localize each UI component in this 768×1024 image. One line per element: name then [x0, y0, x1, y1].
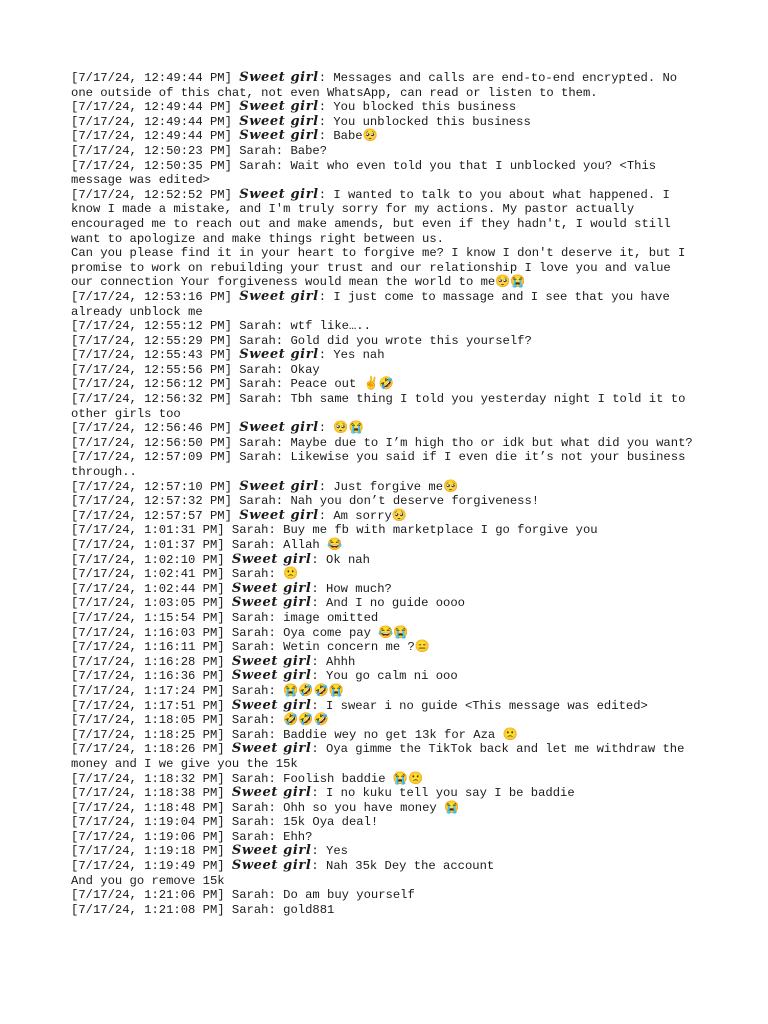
message-timestamp: [7/17/24, 1:21:06 PM] [71, 888, 232, 903]
message-sender: Sarah [239, 392, 276, 407]
sender-separator: : [268, 902, 284, 917]
message-sender: Sarah [239, 362, 276, 377]
chat-message [71, 772, 693, 787]
message-timestamp: [7/17/24, 12:56:32 PM] [71, 392, 240, 407]
message-sender: Sweet girl [239, 186, 319, 202]
sender-separator: : [268, 640, 284, 655]
message-text: Tbh same thing I told you yesterday night I told it to other girls too [71, 392, 693, 421]
message-sender: Sarah [231, 683, 269, 698]
message-sender: Sweet girl [239, 99, 319, 115]
chat-message [71, 742, 693, 771]
message-text: Messages and calls are end-to-end encrypted. No one outside of this chat, not even WhatsApp, can read or listen to them. [71, 71, 685, 100]
message-text: You go calm ni ooo [326, 669, 458, 684]
chat-message [71, 436, 693, 451]
message-timestamp: [7/17/24, 12:50:23 PM] [71, 143, 240, 158]
message-text: gold881 [283, 902, 335, 917]
message-sender: Sarah [239, 158, 276, 173]
sender-separator: : [311, 859, 327, 874]
chat-message [71, 713, 693, 728]
sender-separator: : [311, 742, 327, 757]
message-text: I swear i no guide <This message was edited> [326, 698, 648, 713]
message-text: How much? [326, 581, 392, 596]
chat-message [71, 363, 693, 378]
chat-message [71, 611, 693, 626]
sender-separator: : [311, 581, 327, 596]
message-text: Foolish baddie 😭🙁 [283, 771, 424, 786]
sender-separator: : [275, 377, 291, 392]
chat-message [71, 553, 693, 568]
message-text: Ok nah [326, 552, 370, 567]
message-timestamp: [7/17/24, 1:18:26 PM] [71, 742, 232, 757]
message-text: 🤣🤣🤣 [283, 713, 329, 728]
message-timestamp: [7/17/24, 1:17:24 PM] [71, 683, 232, 698]
sender-separator: : [268, 538, 284, 552]
message-sender: Sweet girl [239, 113, 319, 129]
chat-message [71, 159, 693, 188]
sender-separator: : [311, 552, 327, 567]
chat-message [71, 830, 693, 845]
chat-message [71, 596, 693, 611]
message-sender: Sweet girl [231, 697, 312, 713]
message-timestamp: [7/17/24, 1:18:25 PM] [71, 727, 232, 742]
sender-separator: : [268, 771, 284, 786]
chat-transcript [71, 71, 693, 917]
chat-message [71, 728, 693, 743]
message-text: You blocked this business [333, 100, 517, 115]
message-sender: Sweet girl [231, 653, 312, 669]
message-timestamp: [7/17/24, 12:49:44 PM] [71, 100, 240, 115]
message-timestamp: [7/17/24, 1:15:54 PM] [71, 610, 232, 625]
message-sender: Sarah [239, 319, 276, 334]
sender-separator: : [318, 129, 334, 144]
message-sender: Sarah [239, 435, 276, 450]
message-sender: Sarah [239, 377, 276, 392]
message-timestamp: [7/17/24, 1:01:31 PM] [71, 523, 232, 538]
sender-separator: : [311, 596, 327, 611]
message-text: Yes nah [333, 348, 385, 363]
message-text: Babe? [290, 143, 328, 158]
chat-message [71, 640, 693, 655]
chat-message [71, 319, 693, 334]
message-sender: Sarah [231, 829, 269, 844]
message-timestamp: [7/17/24, 1:16:36 PM] [71, 669, 232, 684]
message-timestamp: [7/17/24, 1:18:05 PM] [71, 713, 232, 728]
chat-message [71, 786, 693, 801]
message-sender: Sarah [231, 888, 269, 903]
sender-separator: : [311, 669, 327, 684]
message-text: 😭🤣🤣😭 [283, 683, 344, 698]
message-text: image omitted [283, 610, 379, 625]
message-text: You unblocked this business [333, 114, 531, 129]
sender-separator: : [318, 421, 334, 436]
chat-message [71, 538, 693, 553]
message-timestamp: [7/17/24, 12:49:44 PM] [71, 129, 240, 144]
message-text: Oya gimme the TikTok back and let me withdraw the money and I we give you the 15k [71, 742, 692, 771]
message-sender: Sarah [231, 713, 269, 728]
chat-message [71, 115, 693, 130]
sender-separator: : [275, 450, 291, 465]
message-text: Wetin concern me ?😑 [283, 640, 430, 655]
sender-separator: : [275, 435, 291, 450]
message-timestamp: [7/17/24, 1:18:32 PM] [71, 771, 232, 786]
chat-message [71, 669, 693, 684]
message-timestamp: [7/17/24, 1:03:05 PM] [71, 596, 232, 611]
message-text: Yes [326, 844, 348, 859]
message-sender: Sweet girl [239, 347, 319, 363]
chat-message [71, 100, 693, 115]
message-text: Likewise you said if I even die it’s not your business through.. [71, 450, 693, 480]
message-text: Am sorry🥺 [333, 508, 408, 523]
chat-message [71, 494, 693, 509]
message-timestamp: [7/17/24, 12:55:12 PM] [71, 319, 240, 334]
chat-message [71, 859, 693, 888]
chat-message [71, 684, 693, 699]
message-sender: Sarah [231, 815, 269, 830]
message-sender: Sweet girl [239, 478, 319, 494]
sender-separator: : [268, 815, 284, 830]
chat-message [71, 523, 693, 538]
message-timestamp: [7/17/24, 12:55:56 PM] [71, 362, 240, 377]
message-text: Nah you don’t deserve forgiveness! [290, 494, 540, 509]
message-sender: Sarah [231, 625, 269, 640]
sender-separator: : [268, 800, 284, 815]
sender-separator: : [275, 333, 291, 348]
sender-separator: : [311, 786, 327, 801]
message-timestamp: [7/17/24, 12:57:57 PM] [71, 508, 240, 523]
sender-separator: : [311, 654, 327, 669]
sender-separator: : [268, 888, 284, 903]
message-timestamp: [7/17/24, 12:50:35 PM] [71, 158, 240, 173]
chat-message [71, 567, 693, 582]
message-timestamp: [7/17/24, 1:16:28 PM] [71, 654, 232, 669]
message-timestamp: [7/17/24, 1:18:38 PM] [71, 786, 232, 801]
message-sender: Sarah [231, 800, 269, 815]
sender-separator: : [268, 713, 284, 728]
chat-message [71, 626, 693, 641]
message-text: 🥺😭 [333, 421, 364, 436]
chat-message [71, 699, 693, 714]
message-text: I just come to massage and I see that you have already unblock me [71, 289, 678, 319]
sender-separator: : [268, 625, 284, 640]
message-sender: Sweet girl [231, 843, 312, 859]
message-sender: Sarah [231, 902, 269, 917]
message-timestamp: [7/17/24, 1:02:44 PM] [71, 581, 232, 596]
sender-separator: : [268, 610, 284, 625]
chat-message [71, 421, 693, 436]
message-text: Ahhh [326, 654, 356, 669]
message-timestamp: [7/17/24, 12:56:12 PM] [71, 377, 240, 392]
message-text: Peace out ✌️🤣 [290, 377, 394, 392]
sender-separator: : [275, 158, 291, 173]
message-text: wtf like….. [290, 319, 371, 334]
message-sender: Sarah [231, 567, 269, 582]
chat-message [71, 377, 693, 392]
message-sender: Sarah [231, 771, 269, 786]
message-timestamp: [7/17/24, 12:55:29 PM] [71, 333, 240, 348]
chat-message [71, 655, 693, 670]
message-timestamp: [7/17/24, 12:56:50 PM] [71, 435, 240, 450]
sender-separator: : [318, 479, 334, 494]
message-sender: Sarah [231, 523, 269, 538]
message-timestamp: [7/17/24, 1:19:49 PM] [71, 859, 232, 874]
message-sender: Sweet girl [239, 70, 319, 85]
message-timestamp: [7/17/24, 12:49:44 PM] [71, 114, 240, 129]
message-sender: Sarah [231, 610, 269, 625]
sender-separator: : [318, 71, 334, 85]
message-timestamp: [7/17/24, 1:16:03 PM] [71, 625, 232, 640]
message-text: Okay [290, 362, 320, 377]
message-text: Ohh so you have money 😭 [283, 800, 460, 815]
chat-message [71, 844, 693, 859]
sender-separator: : [318, 187, 334, 202]
message-sender: Sweet girl [239, 288, 319, 304]
chat-message [71, 480, 693, 495]
chat-message [71, 348, 693, 363]
sender-separator: : [318, 289, 334, 304]
sender-separator: : [311, 698, 327, 713]
sender-separator: : [275, 494, 291, 509]
chat-message [71, 888, 693, 903]
message-text: Nah 35k Dey the account And you go remove 15k [71, 859, 495, 888]
message-text: Maybe due to I’m high tho or idk but what did you want? [290, 435, 693, 450]
chat-message [71, 290, 693, 319]
message-sender: Sarah [239, 450, 276, 465]
message-timestamp: [7/17/24, 1:01:37 PM] [71, 538, 232, 552]
message-timestamp: [7/17/24, 12:53:16 PM] [71, 289, 240, 304]
message-text: 🙁 [283, 567, 299, 582]
message-sender: Sweet girl [231, 858, 312, 874]
chat-message [71, 144, 693, 159]
chat-message [71, 582, 693, 597]
sender-separator: : [318, 114, 334, 129]
message-sender: Sweet girl [231, 580, 312, 596]
message-timestamp: [7/17/24, 12:56:46 PM] [71, 421, 240, 436]
sender-separator: : [268, 567, 284, 582]
message-timestamp: [7/17/24, 1:02:41 PM] [71, 567, 232, 582]
sender-separator: : [311, 844, 327, 859]
message-timestamp: [7/17/24, 1:02:10 PM] [71, 552, 232, 567]
sender-separator: : [268, 727, 284, 742]
sender-separator: : [318, 348, 334, 363]
sender-separator: : [268, 523, 284, 538]
message-sender: Sweet girl [239, 507, 319, 523]
message-sender: Sarah [231, 640, 269, 655]
message-sender: Sarah [239, 494, 276, 509]
message-text: And I no guide oooo [326, 596, 465, 611]
chat-message [71, 188, 693, 290]
message-sender: Sweet girl [239, 128, 319, 144]
message-timestamp: [7/17/24, 1:17:51 PM] [71, 698, 232, 713]
message-timestamp: [7/17/24, 1:19:18 PM] [71, 844, 232, 859]
sender-separator: : [275, 143, 291, 158]
sender-separator: : [268, 829, 284, 844]
message-timestamp: [7/17/24, 1:19:06 PM] [71, 829, 232, 844]
message-text: Baddie wey no get 13k for Aza 🙁 [283, 727, 518, 742]
message-timestamp: [7/17/24, 12:49:44 PM] [71, 71, 240, 85]
message-sender: Sweet girl [231, 595, 312, 611]
message-timestamp: [7/17/24, 12:52:52 PM] [71, 187, 240, 202]
chat-message [71, 509, 693, 524]
sender-separator: : [318, 100, 334, 115]
message-text: Allah 😂 [283, 538, 343, 552]
message-text: Buy me fb with marketplace I go forgive you [283, 523, 598, 538]
message-timestamp: [7/17/24, 12:55:43 PM] [71, 348, 240, 363]
message-text: 15k Oya deal! [283, 815, 379, 830]
sender-separator: : [268, 683, 284, 698]
message-text: Just forgive me🥺 [333, 479, 459, 494]
message-sender: Sweet girl [231, 551, 312, 567]
chat-message [71, 903, 693, 918]
message-sender: Sarah [231, 538, 269, 552]
message-text: I no kuku tell you say I be baddie [326, 786, 575, 801]
message-sender: Sarah [239, 333, 276, 348]
message-text: Gold did you wrote this yourself? [290, 333, 532, 348]
chat-message [71, 334, 693, 349]
sender-separator: : [275, 392, 291, 407]
chat-message [71, 392, 693, 421]
chat-message [71, 450, 693, 479]
message-sender: Sweet girl [231, 785, 312, 801]
message-timestamp: [7/17/24, 12:57:10 PM] [71, 479, 240, 494]
sender-separator: : [275, 362, 291, 377]
message-text: I wanted to talk to you about what happened. I know I made a mistake, and I'm truly sorry for my actions. My pastor actually encouraged me to reach out and make amends, but even if they hadn't, I would still want to apologize and make things right between us. Can you please find it in your heart to forgive me? I know I don't deserve it, but I promise to work on rebuilding your trust and our relationship I love you and value our connection Your forgiveness would mean the world to me🥺😭 [71, 187, 686, 290]
message-sender: Sweet girl [239, 420, 319, 436]
message-sender: Sarah [239, 143, 276, 158]
message-timestamp: [7/17/24, 1:16:11 PM] [71, 640, 232, 655]
message-sender: Sarah [231, 727, 269, 742]
chat-message [71, 801, 693, 816]
sender-separator: : [318, 508, 334, 523]
sender-separator: : [275, 319, 291, 334]
message-text: Oya come pay 😂😭 [283, 625, 409, 640]
message-text: Do am buy yourself [283, 888, 415, 903]
message-timestamp: [7/17/24, 1:21:08 PM] [71, 902, 232, 917]
message-text: Babe🥺 [333, 129, 378, 144]
message-timestamp: [7/17/24, 12:57:32 PM] [71, 494, 240, 509]
message-sender: Sweet girl [231, 741, 312, 757]
chat-message [71, 129, 693, 144]
message-timestamp: [7/17/24, 1:18:48 PM] [71, 800, 232, 815]
message-text: Wait who even told you that I unblocked you? <This message was edited> [71, 158, 664, 188]
message-sender: Sweet girl [231, 668, 312, 684]
chat-message [71, 815, 693, 830]
message-text: Ehh? [283, 829, 313, 844]
chat-message [71, 71, 693, 100]
message-timestamp: [7/17/24, 12:57:09 PM] [71, 450, 240, 465]
message-timestamp: [7/17/24, 1:19:04 PM] [71, 815, 232, 830]
